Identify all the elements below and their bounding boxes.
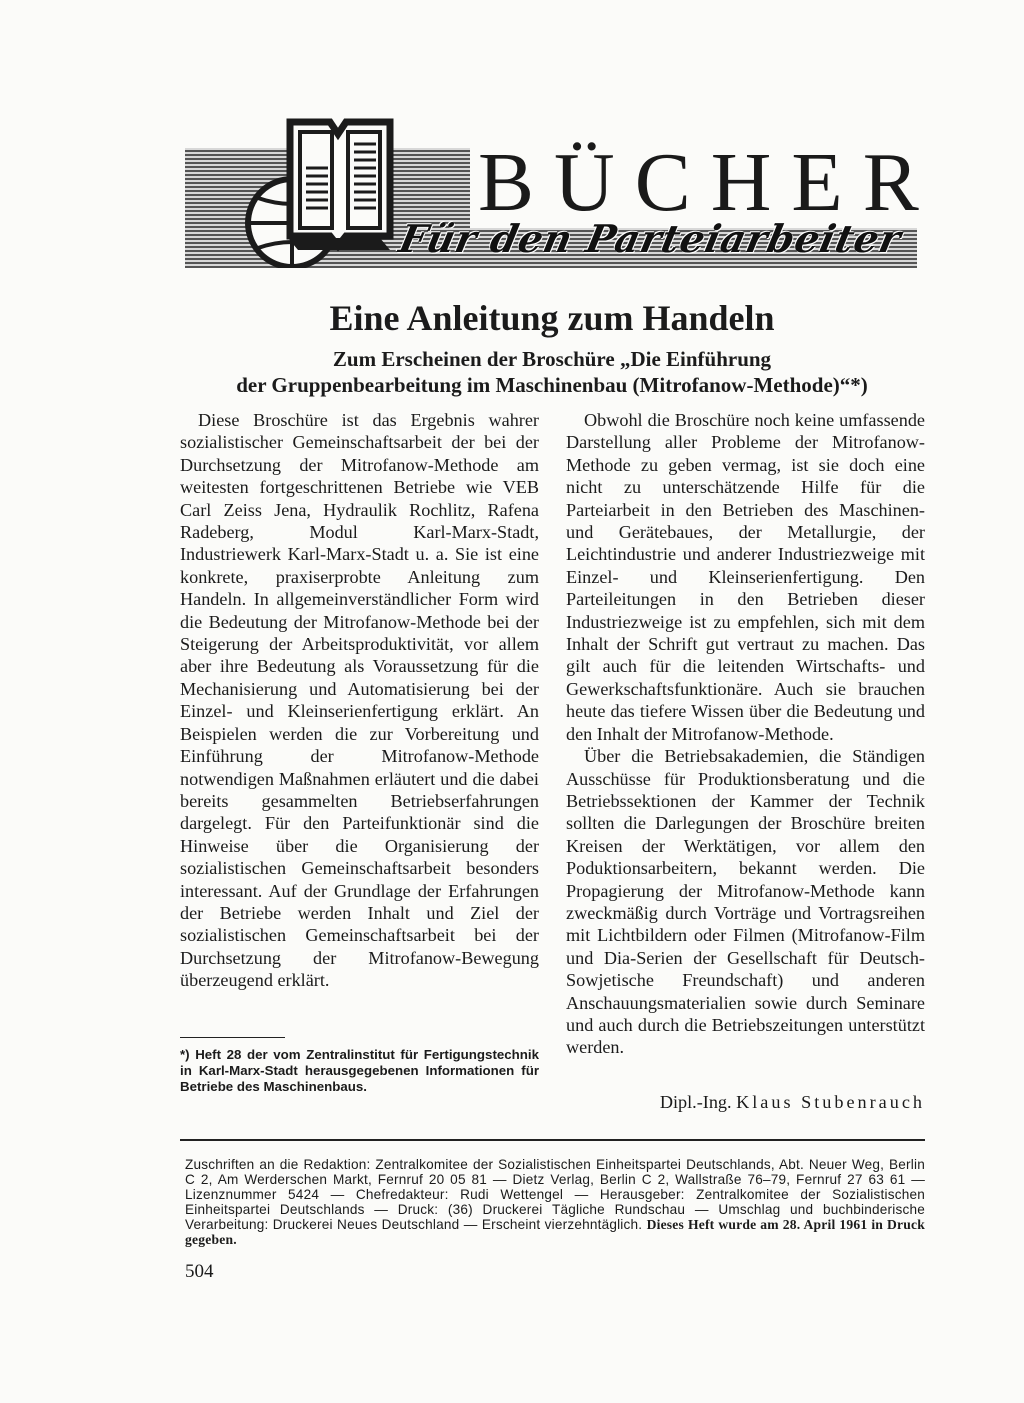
book-globe-icon xyxy=(240,118,410,268)
right-paragraph-2: Über die Betriebsakademien, die Ständigen Ausschüsse für Produktionsberatung und die Betriebssektionen der Kammer der Technik sollten die Darlegungen der Broschüre breiten Kreisen der Werktätigen, vor allem den Poduktionsarbeitern, bekannt werden. Die Propagierung der Mitrofanow-Methode kann zweckmäßig durch Vorträge und Vortragsreihen mit Lichtbildern oder Filmen (Mitrofanow-Film und Dia-Serien der Gesellschaft für Deutsch-Sowjetische Freundschaft) und anderen Anschauungsmaterialien sowie durch Seminare und auch durch die Betriebszeitungen unterstützt werden. xyxy=(566,746,925,1058)
right-column xyxy=(566,409,925,1059)
article-subtitle-line-1: Zum Erscheinen der Broschüre „Die Einführung xyxy=(332,347,772,371)
article-subtitle xyxy=(0,346,1024,398)
footnote-divider xyxy=(180,1037,285,1038)
author-prefix: Dipl.-Ing. xyxy=(659,1092,732,1112)
left-column xyxy=(180,409,539,992)
imprint-text: Zuschriften an die Redaktion: Zentralkomitee der Sozialistischen Einheitspartei Deutschlands, Abt. Neuer Weg, Berlin C 2, Am Werderschen Markt, Fernruf 20 05 81 — Dietz Verlag, Berlin C 2, Wallstraße 76–79, Fernruf 27 63 61 — Lizenznummer 5424 — Chefredakteur: Rudi Wettengel — Herausgeber: Zentralkomitee der Sozialistischen Einheitspartei Deutschlands — Druck: (36) Druckerei Tägliche Rundschau — Umschlag und buchbinderische Verarbeitung: Druckerei Neues Deutschland — Erscheint vierzehntäglich. xyxy=(185,1157,925,1232)
print-note: Dieses Heft wurde am 28. April 1961 in Druck gegeben. xyxy=(185,1217,925,1247)
author-signature xyxy=(566,1090,925,1114)
banner-title: BÜCHER xyxy=(470,138,947,228)
section-banner xyxy=(185,118,939,268)
footnote: *) Heft 28 der vom Zentralinstitut für Fertigungstechnik in Karl-Marx-Stadt herausgegebenen Informationen für Betriebe des Maschinenbaus. xyxy=(180,1047,539,1094)
author-name: Klaus Stubenrauch xyxy=(736,1092,925,1112)
banner-subtitle: Für den Parteiarbeiter xyxy=(395,216,906,261)
imprint-divider xyxy=(180,1139,925,1141)
article-subtitle-line-2: der Gruppenbearbeitung im Maschinenbau (Mitrofanow-Methode)“*) xyxy=(236,373,868,397)
left-paragraph: Diese Broschüre ist das Ergebnis wahrer sozialistischer Gemeinschaftsarbeit der bei der Durchsetzung der Mitrofanow-Methode am weitesten fortgeschrittenen Betriebe wie VEB Carl Zeiss Jena, Hydraulik Rochlitz, Rafena Radeberg, Modul Karl-Marx-Stadt, Industriewerk Karl-Marx-Stadt u. a. Sie ist eine konkrete, praxiserprobte Anleitung zum Handeln. In allgemeinverständlicher Form wird die Bedeutung der Mitrofanow-Methode bei der Steigerung der Arbeitsproduktivität, vor allem aber ihre Bedeutung als Voraussetzung für die Mechanisierung und Automatisierung bei der Einzel- und Kleinserienfertigung erklärt. An Beispielen werden die zur Vorbereitung und Einführung der Mitrofanow-Methode notwendigen Maßnahmen erläutert und die dabei bereits gesammelten Betriebserfahrungen dargelegt. Für den Parteifunktionär sind die Hinweise über die Organisierung der sozialistischen Gemeinschaftsarbeit besonders interessant. Auf der Grundlage der Erfahrungen der Betriebe werden Inhalt und Ziel der sozialistischen Gemeinschaftsarbeit bei der Durchsetzung der Mitrofanow-Bewegung überzeugend erklärt. xyxy=(180,410,539,991)
page-number: 504 xyxy=(185,1261,214,1282)
imprint xyxy=(185,1157,925,1247)
article-title: Eine Anleitung zum Handeln xyxy=(329,298,775,338)
right-paragraph-1: Obwohl die Broschüre noch keine umfassende Darstellung aller Probleme der Mitrofanow-Methode zu geben vermag, ist sie doch eine nicht zu unterschätzende Hilfe für die Parteiarbeit in den Betrieben des Maschinen- und Gerätebaues, der Metallurgie, der Leichtindustrie und anderer Industriezweige mit Einzel- und Kleinserienfertigung. Den Parteileitungen in den Betrieben dieser Industriezweige ist zu empfehlen, sich mit dem Inhalt der Schrift gut vertraut zu machen. Das gilt auch für die leitenden Wirtschafts- und Gewerkschaftsfunktionäre. Auch sie brauchen heute das tiefere Wissen über die Bedeutung und den Inhalt der Mitrofanow-Methode. xyxy=(566,410,925,744)
